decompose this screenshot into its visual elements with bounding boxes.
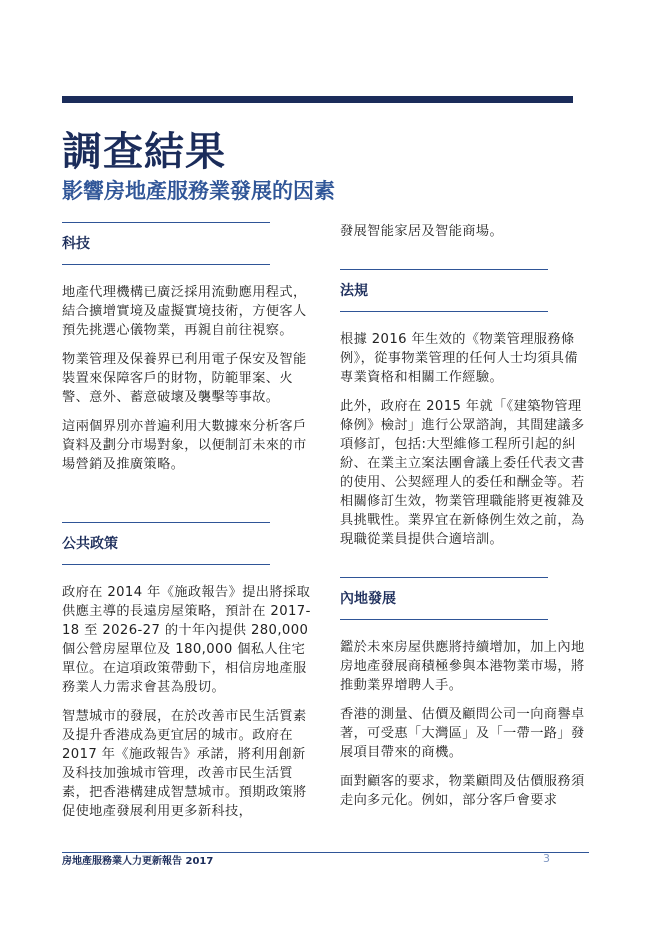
page-title: 調查結果: [62, 129, 226, 175]
section-heading-tech: [62, 222, 312, 265]
paragraph: 香港的測量、估價及顧問公司一向商譽卓著，可受惠「大灣區」及「一帶一路」發展項目帶來的商機。: [340, 707, 585, 760]
page-number: 3: [543, 852, 550, 865]
section-heading-mainland: [340, 577, 585, 620]
left-column: [62, 222, 312, 831]
section-rule: [340, 619, 548, 620]
section-label: 公共政策: [62, 536, 118, 552]
section-rule: [340, 311, 548, 312]
paragraph: 這兩個界別亦普遍利用大數據來分析客戶資料及劃分市場對象，以便制訂未來的市場營銷及推廣策略。: [62, 419, 307, 472]
footer-report-name: 房地產服務業人力更新報告 2017: [62, 856, 214, 867]
paragraph: 此外，政府在 2015 年就「《建築物管理條例》檢討」進行公眾諮詢，其間建議多項修訂，包括:大型維修工程所引起的糾紛、在業主立案法團會議上委任代表文書的使用、公契經理人的委任和酬金等。若相關修訂生效，物業管理職能將更複雜及具挑戰性。業界宜在新條例生效之前，為現職從業員提供合適培訓。: [340, 399, 585, 547]
paragraph: 鑑於未來房屋供應將持續增加，加上內地房地產發展商積極參與本港物業市場，將推動業界增聘人手。: [340, 640, 585, 693]
section-rule: [62, 264, 270, 265]
section-heading-regulation: [340, 269, 585, 312]
page-subtitle: 影響房地產服務業發展的因素: [62, 179, 335, 203]
section-heading-policy: [62, 522, 312, 565]
section-label: 內地發展: [340, 591, 396, 607]
section-rule: [62, 564, 270, 565]
paragraph: 政府在 2014 年《施政報告》提出將採取供應主導的長遠房屋策略，預計在 2017-18 至 2026-27 的十年內提供 280,000 個公營房屋單位及 180,000 個私人住宅單位。在這項政策帶動下，相信房地產服務業人力需求會甚為殷切。: [62, 585, 311, 695]
paragraph-continued: 發展智能家居及智能商場。: [340, 224, 504, 239]
paragraph: 根據 2016 年生效的《物業管理服務條例》，從事物業管理的任何人士均須具備專業資格和相關工作經驗。: [340, 332, 578, 385]
right-column: [340, 222, 585, 820]
paragraph: 地產代理機構已廣泛採用流動應用程式，結合擴增實境及虛擬實境技術，方便客人預先挑選心儀物業，再親自前往視察。: [62, 285, 307, 338]
section-label: 科技: [62, 236, 90, 252]
paragraph: 智慧城市的發展，在於改善市民生活質素及提升香港成為更宜居的城市。政府在 2017 年《施政報告》承諾，將利用創新及科技加強城市管理，改善市民生活質素，把香港構建成智慧城市。預期政策將促使地產發展利用更多新科技，: [62, 709, 307, 819]
paragraph: 面對顧客的要求，物業顧問及估價服務須走向多元化。例如，部分客戶會要求: [340, 774, 585, 808]
footer-rule: [62, 852, 589, 853]
header-bar: [62, 96, 573, 103]
paragraph: 物業管理及保養界已利用電子保安及智能裝置來保障客戶的財物，防範罪案、火警、意外、蓄意破壞及襲擊等事故。: [62, 352, 307, 405]
section-label: 法規: [340, 283, 368, 299]
